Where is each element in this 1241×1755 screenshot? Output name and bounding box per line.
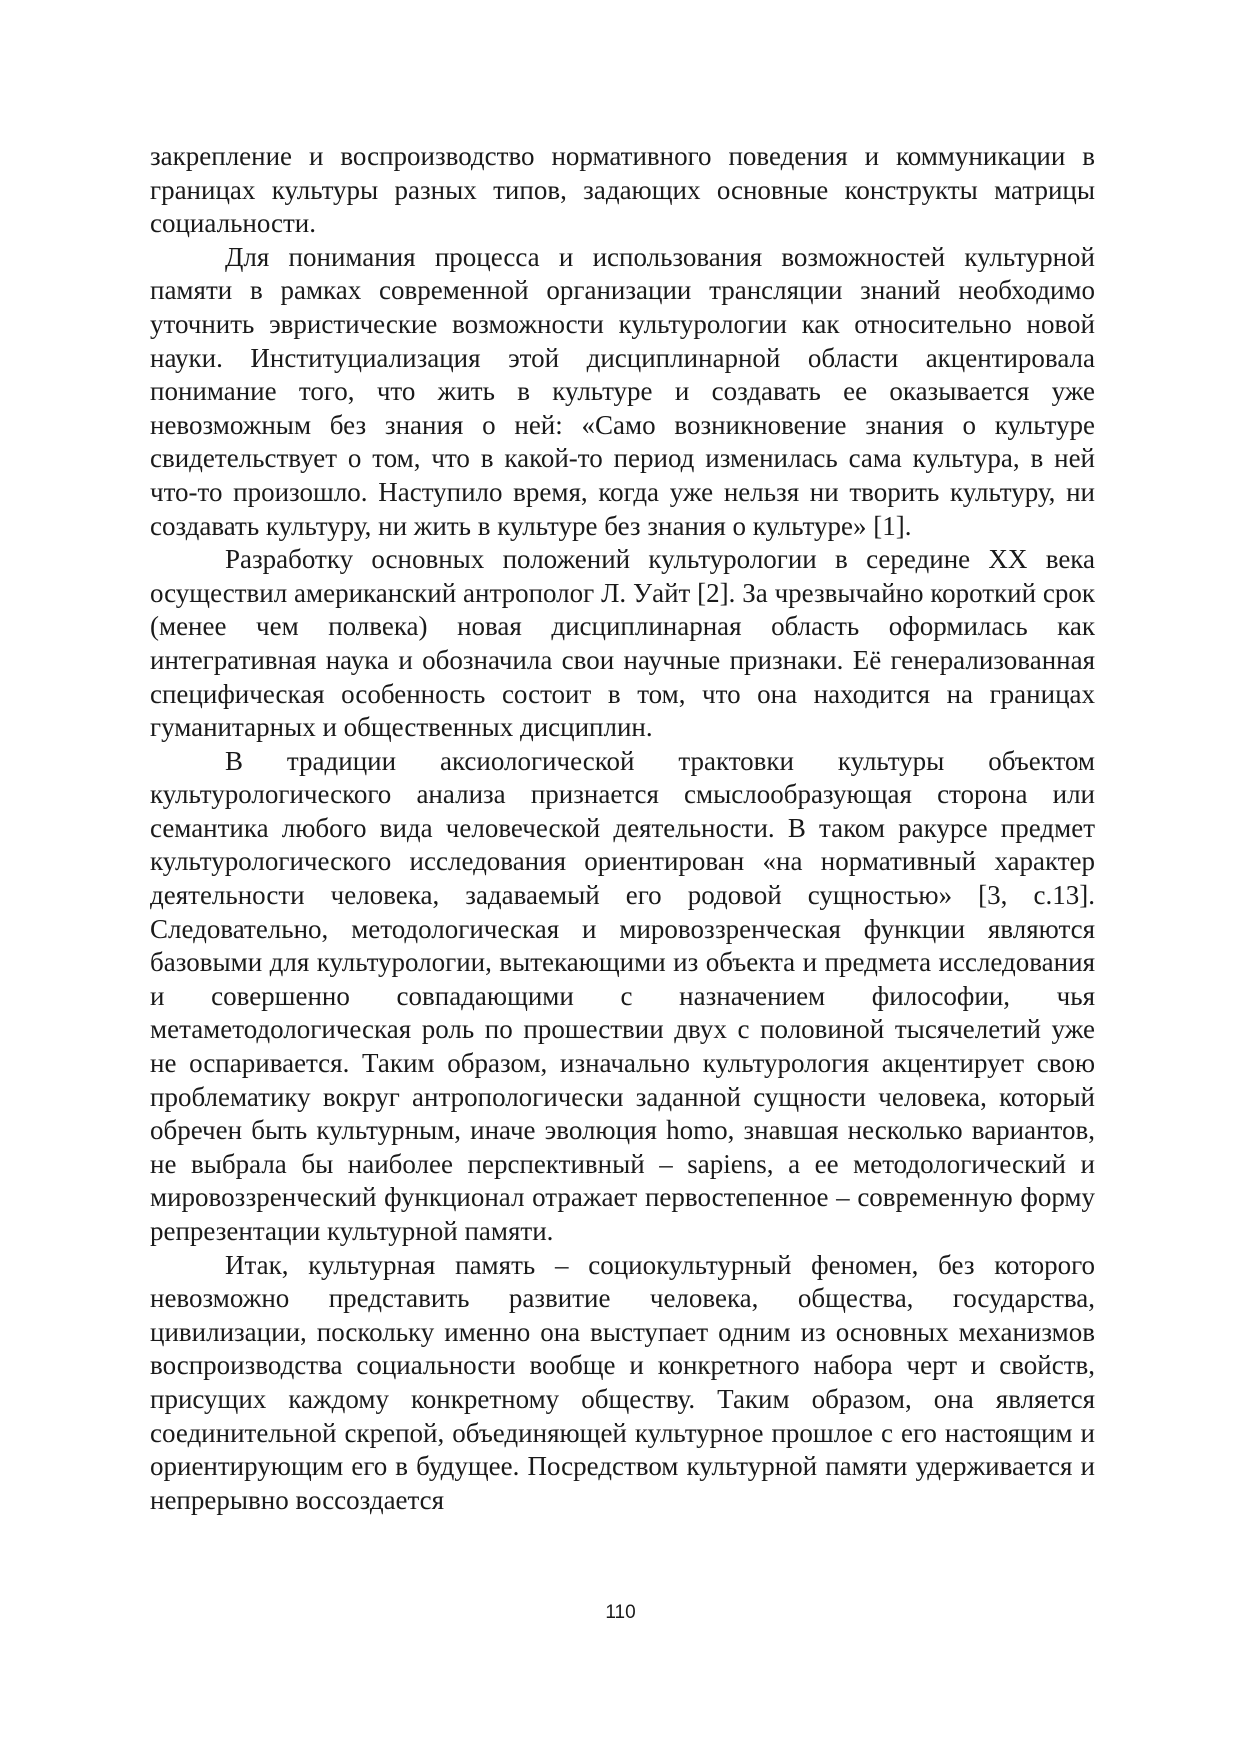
paragraph-continuation: закрепление и воспроизводство нормативного поведения и коммуникации в границах культуры разных типов, задающих основные конструкты матрицы социальности. — [150, 141, 1095, 239]
page-number: 110 — [605, 1602, 636, 1623]
paragraph-cultural-memory-summary: Итак, культурная память – социокультурный феномен, без которого невозможно представить развитие человека, общества, государства, цивилизации, поскольку именно она выступает одним из основных механизмов воспроизводства социальности вообще и конкретного набора черт и свойств, присущих каждому конкретному обществу. Таким образом, она является соединительной скрепой, объединяющей культурное прошлое с его настоящим и ориентирующим его в будущее. Посредством культурной памяти удерживается и непрерывно воссоздается — [150, 1249, 1095, 1515]
paragraph-axiological-tradition: В традиции аксиологической трактовки культуры объектом культурологического анализа признается смыслообразующая сторона или семантика любого вида человеческой деятельности. В таком ракурсе предмет культурологического исследования ориентирован «на нормативный характер деятельности человека, задаваемый его родовой сущностью» [3, с.13]. Следовательно, методологическая и мировоззренческая функции являются базовыми для культурологии, вытекающими из объекта и предмета исследования и совершенно совпадающими с назначением философии, чья метаметодологическая роль по прошествии двух с половиной тысячелетий уже не оспаривается. Таким образом, изначально культурология акцентирует свою проблематику вокруг антропологически заданной сущности человека, который обречен быть культурным, иначе эволюция homo, знавшая несколько вариантов, не выбрала бы наиболее перспективный – sapiens, а ее методологический и мировоззренческий функционал отражает первостепенное – современную форму репрезентации культурной памяти. — [150, 745, 1095, 1246]
paragraph-cultural-memory-heuristics: Для понимания процесса и использования возможностей культурной памяти в рамках современной организации трансляции знаний необходимо уточнить эвристические возможности культурологии как относительно новой науки. Институциализация этой дисциплинарной области акцентировала понимание того, что жить в культуре и создавать ее оказывается уже невозможным без знания о ней: «Само возникновение знания о культуре свидетельствует о том, что в какой-то период изменилась сама культура, в ней что-то произошло. Наступило время, когда уже нельзя ни творить культуру, ни создавать культуру, ни жить в культуре без знания о культуре» [1]. — [150, 241, 1095, 541]
paragraph-white-culturology: Разработку основных положений культурологии в середине XX века осуществил американский антрополог Л. Уайт [2]. За чрезвычайно короткий срок (менее чем полвека) новая дисциплинарная область оформилась как интегративная наука и обозначила свои научные признаки. Её генерализованная специфическая особенность состоит в том, что она находится на границах гуманитарных и общественных дисциплин. — [150, 544, 1095, 743]
page-body — [150, 140, 1095, 1517]
